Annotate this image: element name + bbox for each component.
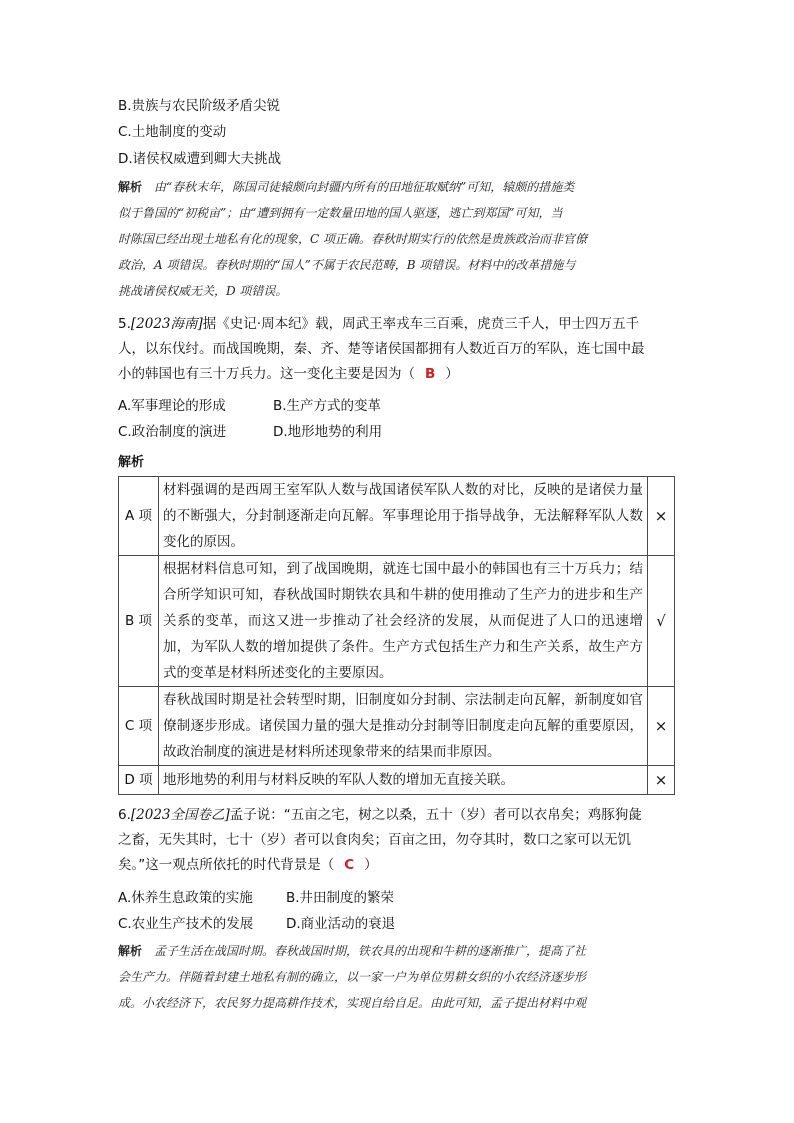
- q4-explanation-line: 政治，A 项错误。春秋时期的“国人”不属于农民范畴，B 项错误。材料中的改革措施与: [118, 258, 576, 272]
- q5-options-row-2: [118, 422, 382, 442]
- q6-explanation-label: 解析: [118, 944, 143, 958]
- q4-option-d: D.诸侯权威遭到卿大夫挑战: [118, 151, 282, 167]
- q5-options-row-1: [118, 396, 381, 416]
- cross-mark-icon: ×: [648, 477, 675, 556]
- row-label: C 项: [119, 687, 159, 766]
- cross-mark-icon: ×: [648, 766, 675, 795]
- q6-number: 6.: [118, 807, 131, 823]
- table-row: [119, 687, 675, 766]
- cross-mark-icon: ×: [648, 687, 675, 766]
- q6-stem-line: 之畜，无失其时，七十（岁）者可以食肉矣；百亩之田，勿夺其时，数口之家可以无饥: [118, 832, 631, 848]
- q5-option-c: C.政治制度的演进: [118, 424, 227, 440]
- q6-option-b: B.井田制度的繁荣: [286, 890, 395, 906]
- check-mark-icon: √: [648, 556, 675, 687]
- q4-explanation-line: 似于鲁国的“初税亩”；由“遭到拥有一定数量田地的国人驱逐，逃亡到郑国”可知，当: [118, 206, 563, 220]
- row-label: B 项: [119, 556, 159, 687]
- q5-option-b: B.生产方式的变革: [273, 398, 382, 414]
- q5-stem-line: 小的韩国也有三十万兵力。这一变化主要是因为（: [118, 366, 415, 382]
- q5-option-d: D.地形地势的利用: [273, 424, 383, 440]
- q5-option-a: A.军事理论的形成: [118, 398, 226, 414]
- row-text: 根据材料信息可知，到了战国晚期，就连七国中最小的韩国也有三十万兵力；结合所学知识可知，春秋战国时期铁农具和牛耕的使用推动了生产力的进步和生产关系的变革，而这又进一步推动了社会经济的发展，从而促进了人口的迅速增加，为军队人数的增加提供了条件。生产方式包括生产力和生产关系，故生产方式的变革是材料所述变化的主要原因。: [159, 556, 648, 687]
- q6-explanation-line: 会生产力。伴随着封建土地私有制的确立，以一家一户为单位男耕女织的小农经济逐步形: [118, 970, 587, 984]
- q4-explanation-line: 由“春秋末年，陈国司徒辕颇向封疆内所有的田地征取赋纳”可知，辕颇的措施类: [154, 180, 575, 194]
- q5-stem-line: 据《史记·周本纪》载，周武王率戎车三百乘，虎贲三千人，甲士四万五千: [202, 316, 640, 332]
- q5-stem: [118, 312, 678, 387]
- q5-source: [2023海南]: [130, 316, 203, 332]
- q6-answer: C: [344, 857, 355, 873]
- q6-stem: [118, 803, 678, 878]
- q6-option-a: A.休养生息政策的实施: [118, 890, 253, 906]
- q6-explanation: [118, 938, 674, 1016]
- row-text: 春秋战国时期是社会转型时期，旧制度如分封制、宗法制走向瓦解，新制度如官僚制逐步形成。诸侯国力量的强大是推动分封制等旧制度走向瓦解的重要原因，故政治制度的演进是材料所述现象带来的结果而非原因。: [159, 687, 648, 766]
- row-text: 材料强调的是西周王室军队人数与战国诸侯军队人数的对比，反映的是诸侯力量的不断强大，分封制逐渐走向瓦解。军事理论用于指导战争，无法解释军队人数变化的原因。: [159, 477, 648, 556]
- q6-stem-line: 矣。”这一观点所依托的时代背景是（: [118, 857, 335, 873]
- table-row: [119, 477, 675, 556]
- row-label: A 项: [119, 477, 159, 556]
- q6-explanation-line: 成。小农经济下，农民努力提高耕作技术，实现自给自足。由此可知，孟子提出材料中观: [118, 996, 587, 1010]
- table-row: [119, 766, 675, 795]
- q5-close-paren: ）: [445, 366, 459, 382]
- q4-explanation-line: 挑战诸侯权威无关，D 项错误。: [118, 284, 288, 298]
- q4-explanation: [118, 174, 674, 304]
- q6-stem-line: 孟子说：“五亩之宅，树之以桑，五十（岁）者可以衣帛矣；鸡豚狗彘: [229, 807, 642, 823]
- q6-options-row-2: [118, 914, 395, 934]
- row-label: D 项: [119, 766, 159, 795]
- q5-number: 5.: [118, 316, 131, 332]
- q6-source: [2023全国卷乙]: [130, 807, 230, 823]
- q4-explanation-label: 解析: [118, 180, 143, 194]
- q6-option-d: D.商业活动的衰退: [286, 916, 396, 932]
- q4-option-c: C.土地制度的变动: [118, 124, 227, 140]
- q5-answer: B: [425, 366, 436, 382]
- q6-option-c: C.农业生产技术的发展: [118, 916, 254, 932]
- q5-analysis-table: [118, 476, 675, 795]
- q4-explanation-line: 时陈国已经出现土地私有化的现象，C 项正确。春秋时期实行的依然是贵族政治而非官僚: [118, 232, 587, 246]
- q6-explanation-line: 孟子生活在战国时期。春秋战国时期，铁农具的出现和牛耕的逐渐推广，提高了社: [154, 944, 587, 958]
- q6-options-row-1: [118, 888, 394, 908]
- q4-option-b: B.贵族与农民阶级矛盾尖锐: [118, 98, 281, 114]
- q5-stem-line: 人，以东伐纣。而战国晚期，秦、齐、楚等诸侯国都拥有人数近百万的军队，连七国中最: [118, 341, 645, 357]
- table-row: [119, 556, 675, 687]
- q6-close-paren: ）: [364, 857, 378, 873]
- q5-analysis-label: 解析: [118, 455, 145, 470]
- row-text: 地形地势的利用与材料反映的军队人数的增加无直接关联。: [159, 766, 648, 795]
